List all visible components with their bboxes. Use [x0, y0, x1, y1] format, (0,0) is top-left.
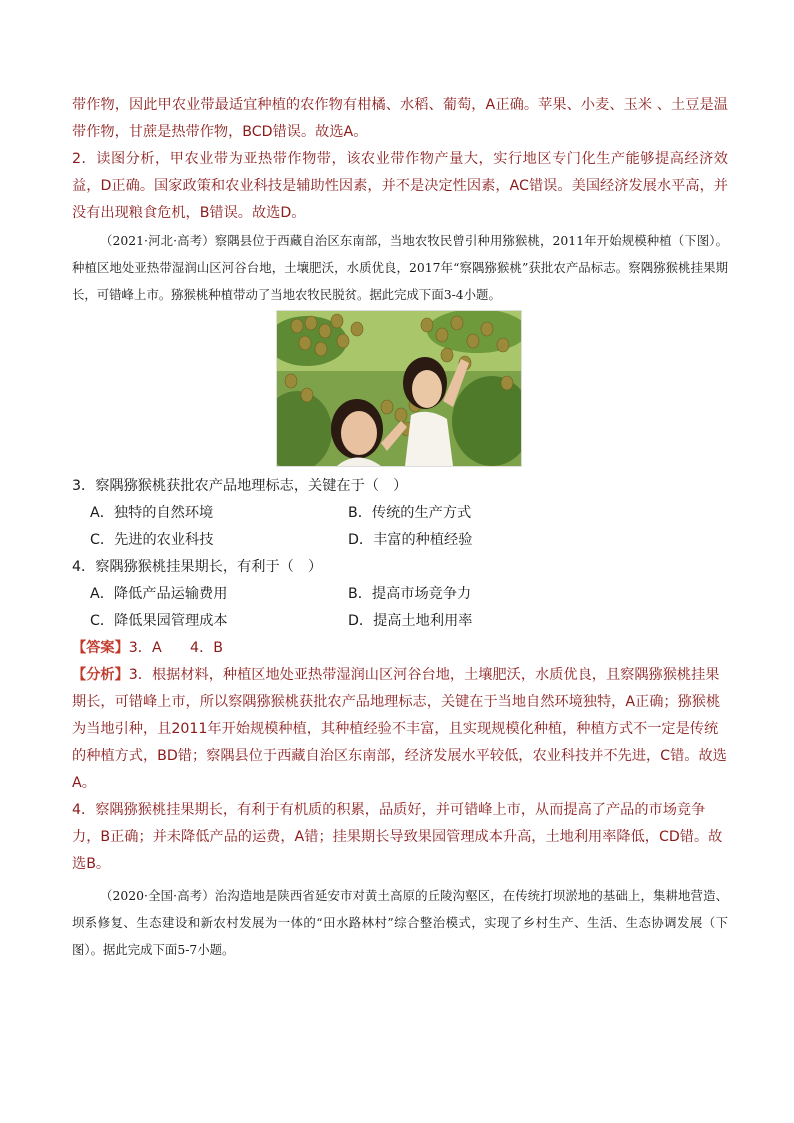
question-4-options [90, 581, 728, 635]
question-4-stem: 4．察隅猕猴桃挂果期长，有利于（ ） [72, 559, 323, 575]
question-4-option-a[interactable]: A．降低产品运输费用 [90, 586, 228, 602]
analysis-4: 4．察隅猕猴桃挂果期长，有利于有机质的积累，品质好，并可错峰上市，从而提高了产品的市场竞争力，B正确；并未降低产品的运费，A错；挂果期长导致果园管理成本升高，土地利用率降低，CD错。故选B。 [72, 802, 723, 872]
question-3-options [90, 500, 728, 554]
answer-text: 3．A 4．B [128, 640, 224, 656]
kiwifruit-orchard-image [277, 311, 521, 466]
answer-line [72, 635, 728, 662]
analysis-tag: 【分析】 [72, 667, 129, 683]
analysis-3 [72, 662, 728, 797]
question-4-option-c[interactable]: C．降低果园管理成本 [90, 613, 228, 629]
question-3-option-b[interactable]: B．传统的生产方式 [348, 505, 472, 521]
answer-tag: 【答案】 [72, 640, 129, 656]
question-3-option-c[interactable]: C．先进的农业科技 [90, 532, 214, 548]
kiwifruit-photo [276, 310, 522, 467]
question-4-option-d[interactable]: D．提高土地利用率 [348, 613, 473, 629]
material-intro-2021: （2021·河北·高考）察隅县位于西藏自治区东南部，当地农牧民曾引种用猕猴桃，2011年开始规模种植（下图）。种植区地处亚热带湿润山区河谷台地，土壤肥沃，水质优良，2017年“察隅猕猴桃”获批农产品标志。察隅猕猴桃挂果期长，可错峰上市。猕猴桃种植带动了当地农牧民脱贫。据此完成下面3-4小题。 [72, 233, 728, 302]
analysis-3-text: 3．根据材料，种植区地处亚热带湿润山区河谷台地，土壤肥沃，水质优良，且察隅猕猴桃挂果期长，可错峰上市，所以察隅猕猴桃获批农产品地理标志，关键在于当地自然环境独特，A正确；猕猴桃为当地引种，且2011年开始规模种植，其种植经验不丰富，且实现规模化种植，种植方式不一定是传统的种植方式，BD错；察隅县位于西藏自治区东南部，经济发展水平较低，农业科技并不先进，C错。故选A。 [72, 667, 727, 791]
question-3-option-d[interactable]: D．丰富的种植经验 [348, 532, 473, 548]
answer-explanation-2: 2．读图分析，甲农业带为亚热带作物带，该农业带作物产量大，实行地区专门化生产能够提高经济效益，D正确。国家政策和农业科技是辅助性因素，并不是决定性因素，AC错误。美国经济发展水平高，并没有出现粮食危机，B错误。故选D。 [72, 151, 728, 221]
question-3-stem: 3．察隅猕猴桃获批农产品地理标志，关键在于（ ） [72, 478, 408, 494]
question-3-option-a[interactable]: A．独特的自然环境 [90, 505, 214, 521]
question-4-option-b[interactable]: B．提高市场竞争力 [348, 586, 472, 602]
answer-explanation-1: 带作物，因此甲农业带最适宜种植的农作物有柑橘、水稻、葡萄，A正确。苹果、小麦、玉米 、土豆是温带作物，甘蔗是热带作物，BCD错误。故选A。 [72, 97, 728, 140]
material-intro-2020: （2020·全国·高考）治沟造地是陕西省延安市对黄土高原的丘陵沟壑区，在传统打坝淤地的基础上，集耕地营造、坝系修复、生态建设和新农村发展为一体的“田水路林村”综合整治模式，实现了乡村生产、生活、生态协调发展（下图）。据此完成下面5-7小题。 [72, 888, 728, 957]
document-page [72, 92, 728, 963]
